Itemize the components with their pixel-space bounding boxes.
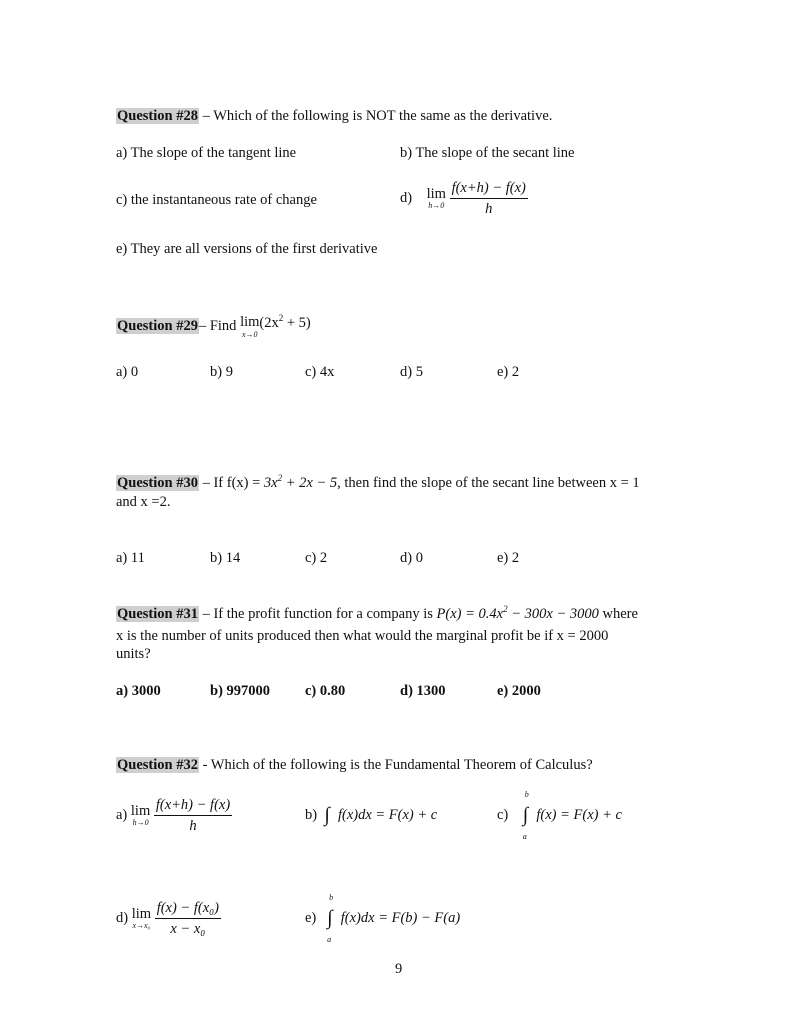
- q32-c-integral-sign: ∫ b a: [522, 790, 529, 841]
- question-29-text: – Find: [198, 318, 241, 335]
- q32-b-expression: f(x)dx = F(x) + c: [337, 806, 438, 823]
- q31-answer-e: e) 2000: [497, 683, 541, 699]
- q30-answer-b: b) 14: [210, 550, 241, 566]
- q28-d-prefix: d): [400, 190, 413, 206]
- q32-d-limit: lim x→x₀: [131, 905, 152, 931]
- q31-text-a: – If the profit function for a company is: [198, 606, 437, 622]
- q32-d-prefix: d): [116, 910, 129, 926]
- question-32-label: Question #32: [117, 757, 198, 773]
- q32-e-expression: f(x)dx = F(b) − F(a): [340, 909, 461, 926]
- q32-a-prefix: a): [116, 807, 128, 823]
- q28-answer-c: c) the instantaneous rate of change: [116, 192, 317, 208]
- q29-limit: lim x→0: [240, 314, 260, 339]
- question-28-text: – Which of the following is NOT the same as the derivative.: [198, 108, 553, 124]
- q31-text-line3: units?: [116, 646, 151, 662]
- q31-answer-a: a) 3000: [116, 683, 161, 699]
- q30-answer-e: e) 2: [497, 550, 520, 566]
- q31-answer-b: b) 997000: [210, 683, 271, 699]
- question-29-heading: [116, 315, 311, 339]
- question-31-label: Question #31: [117, 606, 198, 622]
- q32-b-prefix: b): [305, 806, 318, 823]
- question-32-heading: [116, 757, 593, 774]
- question-29-label: Question #29: [117, 318, 198, 335]
- q30-answer-d: d) 0: [400, 550, 423, 566]
- q30-polynomial: $3x^2 + 2x - 5$: [263, 473, 338, 491]
- q32-answer-a: [116, 797, 232, 834]
- question-30-label: Question #30: [117, 475, 198, 491]
- q28-d-limit: lim h→0: [426, 185, 446, 211]
- q32-answer-d: [116, 900, 221, 937]
- q28-d-fraction: $\frac{f(x+h) - f(x)}{h}$: [451, 180, 526, 217]
- q30-text-line2: and x =2.: [116, 494, 171, 510]
- q31-text-line2: x is the number of units produced then what would the marginal profit be if x = 2000: [116, 628, 609, 644]
- q29-expression: $(2x^2 + 5)$: [259, 313, 311, 331]
- q28-answer-e: e) They are all versions of the first derivative: [116, 241, 378, 257]
- q30-text-a: – If f(x) =: [198, 475, 264, 491]
- q32-d-fraction: $\frac{\text{f(x) − f(x₀)}}{\text{x − x₀}}$: [156, 900, 220, 937]
- question-28-heading: [116, 108, 552, 125]
- q30-answer-c: c) 2: [305, 550, 328, 566]
- q32-e-prefix: e): [305, 909, 317, 926]
- q32-b-integral-sign: ∫: [324, 804, 330, 826]
- q31-text-b: where: [598, 606, 638, 622]
- q32-c-prefix: c): [497, 806, 509, 823]
- q31-answer-c: c) 0.80: [305, 683, 346, 699]
- q32-answer-c: [497, 790, 622, 841]
- q32-answer-b: [305, 804, 437, 827]
- q28-answer-b: b) The slope of the secant line: [400, 145, 575, 161]
- q32-c-expression: f(x) = F(x) + c: [536, 806, 622, 823]
- question-32-text: - Which of the following is the Fundamental Theorem of Calculus?: [198, 757, 593, 773]
- q31-profit-function: $P(x) = 0.4x^2 - 300x - 3000$: [436, 604, 599, 622]
- q32-answer-e: [305, 893, 461, 944]
- question-30-heading: [116, 475, 640, 492]
- q29-answer-b: b) 9: [210, 364, 233, 380]
- q31-answer-d: d) 1300: [400, 683, 446, 699]
- q29-answer-e: e) 2: [497, 364, 520, 380]
- q28-answer-a: a) The slope of the tangent line: [116, 145, 297, 161]
- q32-e-integral-sign: ∫ b a: [327, 893, 334, 944]
- question-28-label: Question #28: [117, 108, 198, 124]
- q28-answer-d: [400, 180, 528, 217]
- page-number: 9: [395, 961, 403, 977]
- q29-answer-a: a) 0: [116, 364, 139, 380]
- q30-answer-a: a) 11: [116, 550, 145, 566]
- q29-answer-c: c) 4x: [305, 364, 335, 380]
- question-31-heading: [116, 606, 638, 623]
- q29-answer-d: d) 5: [400, 364, 423, 380]
- q32-a-limit: lim h→0: [130, 802, 151, 828]
- q32-a-fraction: $\frac{f(x+h) - f(x)}{h}$: [155, 797, 231, 834]
- q30-text-b: , then find the slope of the secant line between x = 1: [337, 475, 640, 491]
